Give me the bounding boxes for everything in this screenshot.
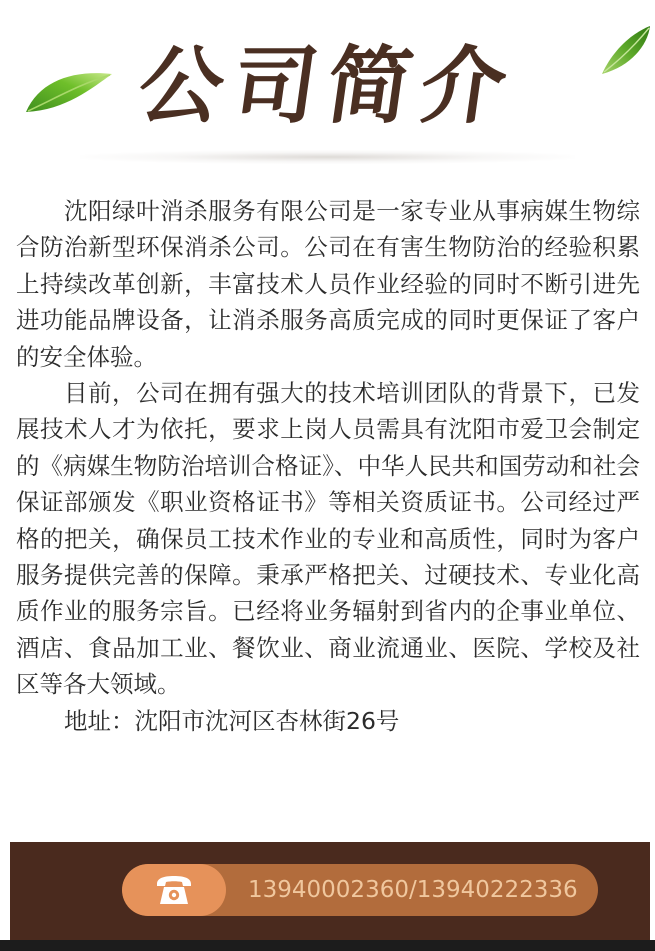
company-intro — [16, 193, 640, 739]
title-divider — [80, 150, 575, 164]
address-text: 地址：沈阳市沈河区杏林街26号 — [64, 706, 400, 735]
footer-bar — [10, 842, 650, 940]
intro-paragraph-2: 目前，公司在拥有强大的技术培训团队的背景下，已发展技术人才为依托，要求上岗人员需具有沈阳市爱卫会制定的《病媒生物防治培训合格证》、中华人民共和国劳动和社会保证部颁发《职业资格证书》等相关资质证书。公司经过严格的把关，确保员工技术作业的专业和高质性，同时为客户服务提供完善的保障。秉承严格把关、过硬技术、专业化高质作业的服务宗旨。已经将业务辐射到省内的企事业单位、酒店、食品加工业、餐饮业、商业流通业、医院、学校及社区等各大领域。 — [16, 379, 640, 699]
intro-paragraph-1: 沈阳绿叶消杀服务有限公司是一家专业从事病媒生物综合防治新型环保消杀公司。公司在有害生物防治的经验积累上持续改革创新，丰富技术人员作业经验的同时不断引进先进功能品牌设备，让消杀服务高质完成的同时更保证了客户的安全体验。 — [16, 197, 640, 371]
header — [0, 0, 655, 160]
phone-icon-badge — [122, 864, 226, 916]
footer-bottom-strip — [0, 940, 655, 951]
phone-numbers: 13940002360/13940222336 — [248, 877, 578, 903]
page-title: 公司简介 — [132, 36, 523, 135]
telephone-icon — [154, 873, 194, 907]
phone-call-button[interactable] — [122, 864, 598, 916]
